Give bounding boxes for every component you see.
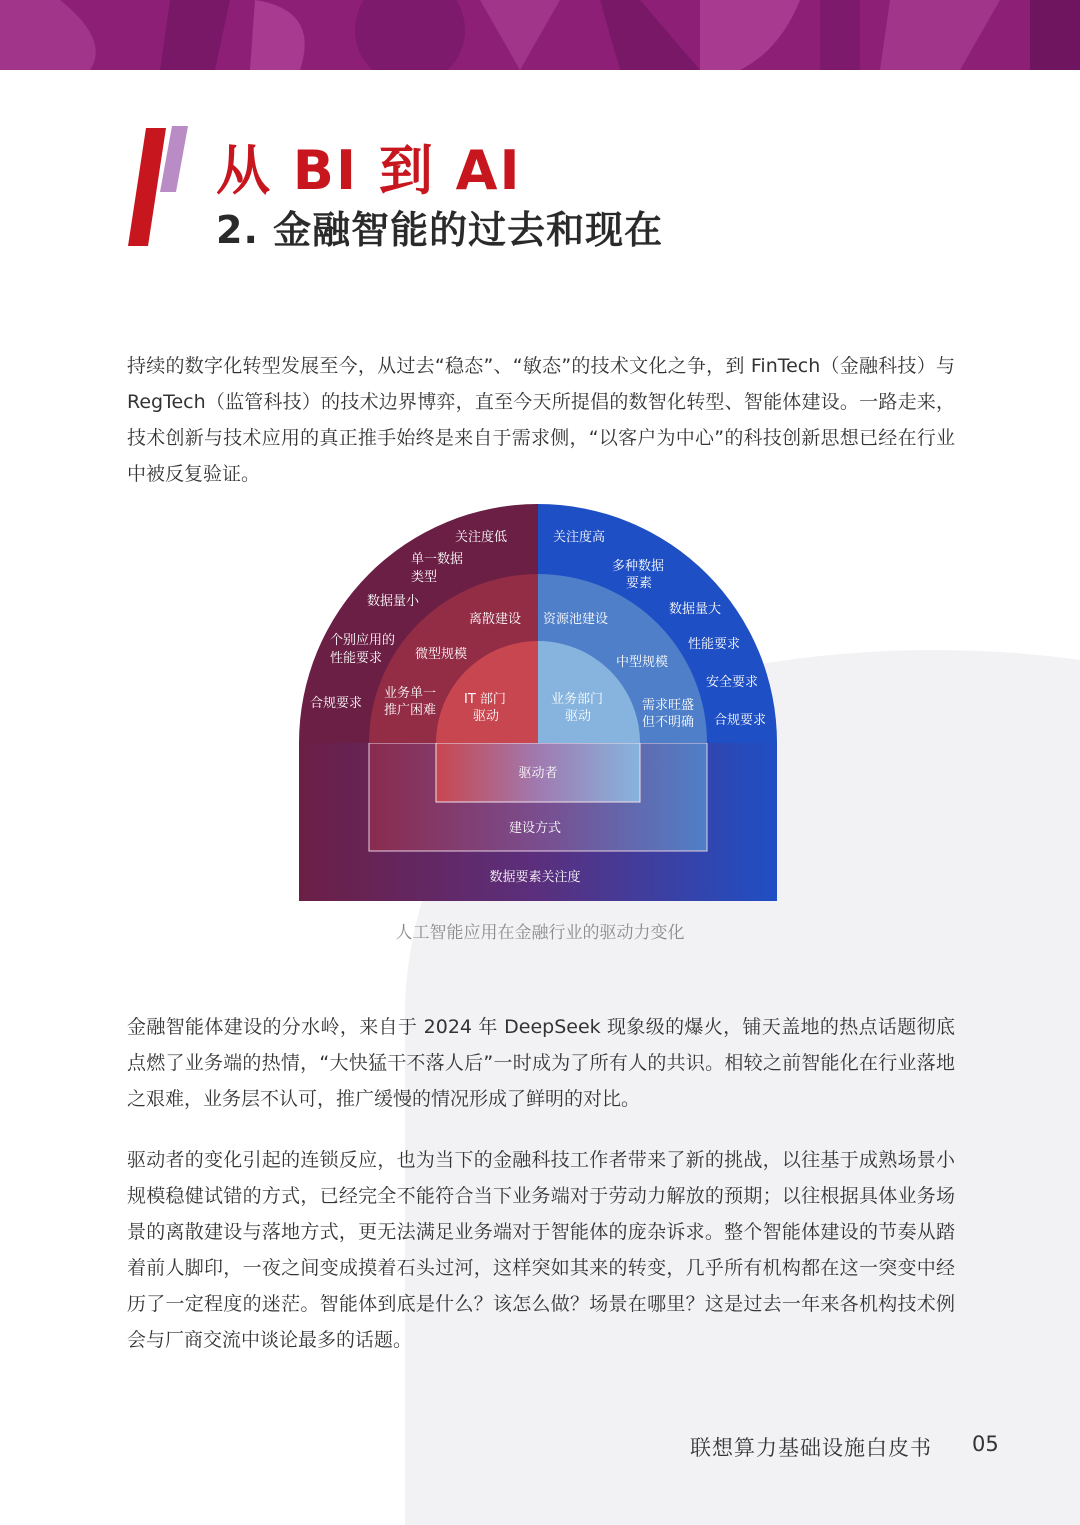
heading-main: 从 BI 到 AI (216, 139, 522, 202)
right-outer-label: 要素 (626, 576, 653, 591)
left-middle-label: 业务单一 (384, 686, 437, 701)
left-outer-label: 个别应用的 (330, 633, 396, 648)
page-number: 05 (972, 1432, 999, 1456)
left-inner-label: 驱动 (473, 709, 500, 724)
left-outer-label: 数据量小 (367, 594, 420, 609)
right-inner-label: 业务部门 (551, 692, 604, 707)
left-middle-label: 推广困难 (384, 703, 437, 718)
right-outer-label: 安全要求 (706, 675, 759, 690)
left-outer-label: 性能要求 (330, 651, 383, 666)
right-middle-label: 需求旺盛 (642, 698, 695, 713)
box-inner-label: 驱动者 (518, 766, 558, 781)
right-middle-label: 中型规模 (616, 655, 669, 670)
left-outer-label: 合规要求 (310, 696, 363, 711)
left-middle-label: 微型规模 (415, 647, 468, 662)
figure-caption: 人工智能应用在金融行业的驱动力变化 (395, 923, 685, 943)
paragraph-intro: 持续的数字化转型发展至今，从过去“稳态”、“敏态”的技术文化之争，到 FinTech（金融科技）与 RegTech（监管科技）的技术边界博弈，直至今天所提倡的数智化转型、智能体建设。一路走来，技术创新与技术应用的真正推手始终是来自于需求侧，“以客户为中心”的科技创新思想已经在行业中被反复验证。 (127, 355, 955, 485)
left-outer-label: 类型 (411, 570, 438, 585)
right-outer-label: 多种数据 (612, 559, 665, 574)
box-outer-label: 数据要素关注度 (489, 870, 581, 885)
footer-title: 联想算力基础设施白皮书 (690, 1436, 932, 1460)
right-middle-label: 资源池建设 (543, 612, 609, 627)
right-middle-label: 但不明确 (642, 715, 695, 730)
right-inner-label: 驱动 (565, 709, 592, 724)
right-outer-label: 数据量大 (669, 602, 722, 617)
heading-sub: 2. 金融智能的过去和现在 (216, 208, 664, 252)
left-outer-label: 关注度低 (455, 530, 508, 545)
left-middle-label: 离散建设 (469, 612, 522, 627)
paragraph-deepseek: 金融智能体建设的分水岭，来自于 2024 年 DeepSeek 现象级的爆火，铺天盖地的热点话题彻底点燃了业务端的热情，“大快猛干不落人后”一时成为了所有人的共识。相较之前智能化在行业落地之艰难，业务层不认可，推广缓慢的情况形成了鲜明的对比。 (127, 1016, 955, 1110)
right-outer-label: 合规要求 (714, 713, 767, 728)
box-middle-label: 建设方式 (508, 821, 562, 836)
left-inner-label: IT 部门 (464, 692, 506, 707)
left-outer-label: 单一数据 (411, 552, 464, 567)
paragraph-challenges: 驱动者的变化引起的连锁反应，也为当下的金融科技工作者带来了新的挑战，以往基于成熟场景小规模稳健试错的方式，已经完全不能符合当下业务端对于劳动力解放的预期；以往根据具体业务场景的离散建设与落地方式，更无法满足业务端对于智能体的庞杂诉求。整个智能体建设的节奏从踏着前人脚印，一夜之间变成摸着石头过河，这样突如其来的转变，几乎所有机构都在这一突变中经历了一定程度的迷茫。智能体到底是什么？该怎么做？场景在哪里？这是过去一年来各机构技术例会与厂商交流中谈论最多的话题。 (127, 1149, 955, 1351)
right-outer-label: 关注度高 (553, 530, 606, 545)
right-outer-label: 性能要求 (688, 637, 741, 652)
